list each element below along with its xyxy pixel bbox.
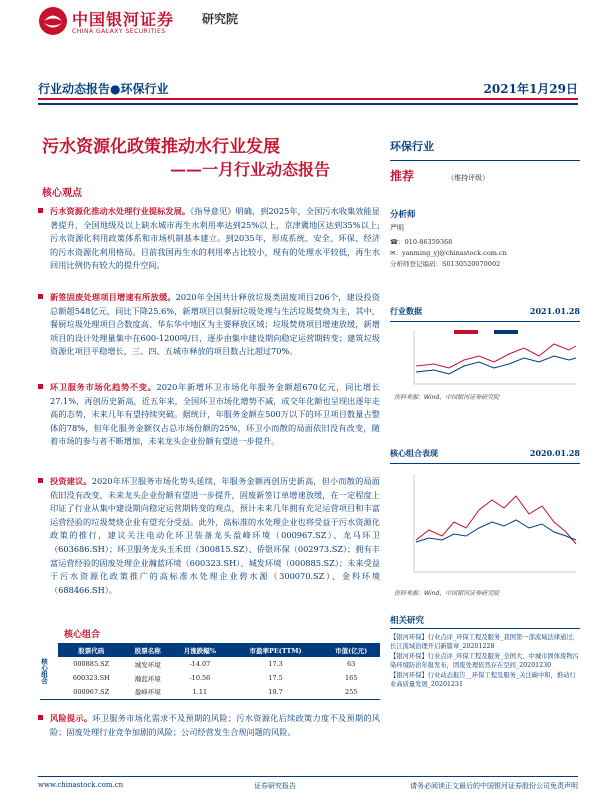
- related-research: 相关研究 【银河环保】行业点评_环保工程及服务_我国第一部流域法律通过，长江流域治理开启新篇章_20201228 【银河环保】行业点评_环保工程及服务_全国大、中城市固体废物污染环境防治年报发布，固废处理依然存在空间_20201230 【银河环保】行业动态报告__环保工程及服务_关注碳中和，推动行业高质量发展_20201231: [390, 616, 579, 689]
- col-header: 市盈率PE(TTM): [229, 643, 323, 657]
- chart-source: 资料来源：Wind，中国银河证券研究院: [394, 394, 500, 401]
- col-header: 市值(亿元): [322, 643, 380, 657]
- report-type-bar: [38, 80, 578, 100]
- divider: [38, 103, 578, 105]
- legend-swatch: [494, 330, 518, 334]
- core-view-heading: 核心观点: [42, 188, 82, 199]
- brand-name-en: CHINA GALAXY SECURITIES: [72, 28, 166, 35]
- bullet-icon: [38, 294, 43, 299]
- portfolio-table: [40, 643, 380, 700]
- table-row: 000885.SZ 城发环境 -14.07 17.3 63: [73, 660, 356, 669]
- report-type: 行业动态报告●环保行业: [38, 82, 169, 96]
- legend-swatch: [454, 330, 478, 334]
- footer-url[interactable]: www.chinastock.com.cn: [38, 781, 124, 789]
- analyst-block: 分析师 严明 ☎：010-86359368 ✉：yanming_yj@chinastock.com.cn 分析师登记编码：S0130520070002: [390, 210, 507, 268]
- bullet-icon: [38, 715, 43, 720]
- industry-data-heading: 行业数据 2021.01.28: [390, 306, 580, 322]
- col-header: 股票名称: [124, 643, 171, 657]
- core-para-4: 投资建议。2020年环卫服务市场化势头延续，年服务金额再创历史新高，但小而散的局面依旧没有改变，未来龙头企业份额有望进一步提升，固废新签订单增速放缓，在一定程度上印证了行业从集中建设期向稳定运营期转变的观点，预计未来几年拥有充足运营项目和丰富运营经验的垃圾焚烧企业有望充分受益。此外，高标准的水处理企业也将受益于污水资源化政策的推行，建议关注电动化环卫装备龙头盈峰环境（000967.SZ）、龙马环卫（603686.SH）；环卫服务龙头玉禾田（300815.SZ）、侨银环保（002973.SZ）；拥有丰富运营经验的固废处理企业瀚蓝环境（600323.SH）、城发环境（000885.SZ）；未来受益于污水资源化政策推广的高标准水处理企业碧水源（300070.SZ）、金科环境（688466.SH）。: [50, 475, 380, 597]
- bullet-icon: [38, 208, 43, 213]
- portfolio-heading: 核心组合: [64, 630, 101, 640]
- core-para-2: 新签固废处理项目增速有所放缓。2020年全国共计释放垃圾类固废项目206个，建设投资总额超548亿元，同比下降25.6%，新增项目以餐厨垃圾处理与生活垃圾焚烧为主，其中，餐厨垃圾处理项目合数度高、华东华中地区为主要释放区域；垃圾焚烧项目增速放缓，新增项目的设计处理量集中在600-1200吨/日，逐步由集中建设期向稳定运营期转变；建筑垃圾资源化项目平稳增长，三、四、五城市释放的项目数占比超过70%。: [50, 291, 380, 359]
- series-line: [416, 344, 576, 368]
- brand-institute: 研究院: [202, 12, 239, 26]
- chart-source: 资料来源：Wind，中国银河证券研究院: [394, 590, 500, 597]
- page-footer: [38, 776, 578, 792]
- bullet-icon: [38, 478, 43, 483]
- footer-disclaimer: 请务必阅读正文最后的中国银河证券股份公司免责声明: [410, 782, 578, 790]
- col-header: 月涨跌幅%: [171, 643, 229, 657]
- sub-title: ——一月行业动态报告: [170, 160, 331, 179]
- col-header: 股票代码: [58, 643, 124, 657]
- rating: 推荐 （维持评级）: [390, 160, 580, 184]
- related-link[interactable]: 【银河环保】行业点评_环保工程及服务_全国大、中城市固体废物污染环境防治年报发布，固废处理依然存在空间_20201230: [390, 652, 579, 670]
- related-link[interactable]: 【银河环保】行业动态报告__环保工程及服务_关注碳中和，推动行业高质量发展_20201231: [390, 671, 576, 689]
- core-para-3: 环卫服务市场化趋势不变。2020年新增环卫市场化年服务金额超670亿元，同比增长27.1%，再创历史新高，近五年来，全国环卫市场化增势不减，成交年化额也呈现出逐年走高的态势，未来几年有望持续突破。据统计，年服务金额在500万以下的环卫项目数量占整体的78%，但年化服务金额仅占总市场份额的25%，环卫小而散的局面依旧没有改变，随着市场的参与者不断增加，未来龙头企业份额有望进一步提升。: [50, 381, 380, 449]
- series-line: [416, 496, 576, 544]
- portfolio-performance-chart: [394, 470, 578, 578]
- table-row: 600323.SH 瀚蓝环境 -10.56 17.5 165: [72, 674, 358, 683]
- bullet-icon: [38, 384, 43, 389]
- table-row: 000967.SZ 盈峰环境 1.11 19.7 255: [40, 685, 380, 699]
- report-header: [0, 0, 600, 60]
- series-line: [416, 520, 576, 542]
- main-title: 污水资源化政策推动水行业发展: [42, 137, 280, 157]
- report-date: 2021年1月29日: [483, 82, 578, 96]
- industry-index-chart: [394, 326, 578, 388]
- series-line: [416, 356, 576, 374]
- portfolio-side-label: 核心组合: [40, 643, 58, 699]
- core-para-1: 污水资源化推动水处理行业提标发展。《指导意见》明确，到2025年，全国污水收集效能显著提升，全国地级及以上缺水城市再生水利用率达到25%以上，京津冀地区达到35%以上;污水资源化利用政策体系和市场机制基本建立。到2035年，形成系统、安全、环保、经济的污水资源化利用格局。目前我国再生水的利用率占比较小，现有的处理水平较低，再生水回用比例仍有较大的提升空间。: [50, 205, 380, 273]
- galaxy-logo-icon: [38, 6, 68, 36]
- brand-name: 中国银河证券: [72, 10, 175, 29]
- related-link[interactable]: 【银河环保】行业点评_环保工程及服务_我国第一部流域法律通过，长江流域治理开启新篇章_20201228: [390, 634, 579, 651]
- industry-label: 环保行业: [390, 140, 434, 153]
- footer-center: 证券研究报告: [254, 782, 296, 790]
- table-header-row: [40, 643, 380, 657]
- portfolio-perf-heading: 核心组合表现 2020.01.28: [390, 448, 580, 464]
